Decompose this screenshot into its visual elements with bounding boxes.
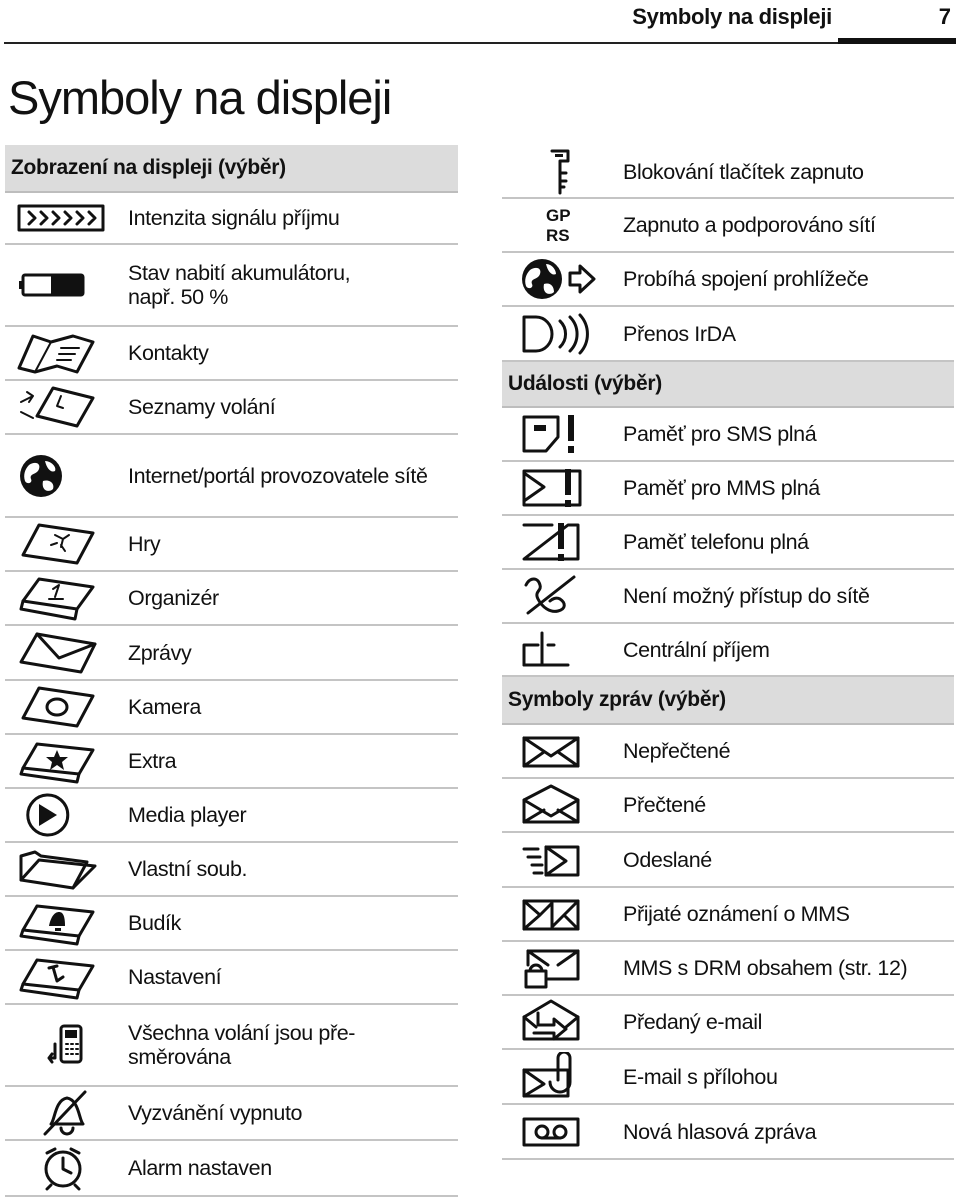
display-symbols-table	[5, 145, 458, 1197]
row-label: Odeslané	[623, 847, 712, 872]
svg-text:GP: GP	[546, 206, 571, 225]
table-row	[502, 833, 954, 888]
read-envelope-icon	[502, 782, 618, 828]
sent-envelope-icon	[502, 837, 618, 883]
alarm-clock-icon	[5, 1145, 120, 1191]
table-row	[502, 779, 954, 833]
running-header-title: Symboly na displeji	[632, 4, 832, 29]
settings-icon	[5, 954, 120, 1000]
page-number: 7	[938, 4, 951, 29]
row-label: E-mail s přílohou	[623, 1064, 778, 1089]
row-label: Vyzvánění vypnuto	[128, 1101, 303, 1125]
status-symbols-table	[502, 146, 954, 1160]
row-label: Budík	[128, 911, 181, 935]
table-row	[5, 381, 458, 435]
row-label: Přečtené	[623, 793, 706, 817]
row-label: Paměť pro MMS plná	[623, 476, 820, 500]
contacts-icon	[5, 330, 120, 376]
ringer-off-icon	[5, 1090, 120, 1136]
table-row	[5, 681, 458, 735]
table-row	[502, 199, 954, 253]
table-row	[5, 435, 458, 518]
row-label: Stav nabití akumulátoru, např. 50 %	[128, 261, 351, 309]
table-row	[502, 996, 954, 1050]
page-title: Symboly na displeji	[8, 71, 392, 124]
sms-memory-full-icon	[502, 411, 618, 457]
table-row	[502, 146, 954, 199]
table-row	[502, 942, 954, 996]
keylock-icon	[502, 147, 618, 197]
messages-icon	[5, 630, 120, 676]
table-row	[5, 518, 458, 572]
table-row	[502, 516, 954, 570]
globe-icon	[5, 453, 120, 499]
mms-notification-icon	[502, 891, 618, 937]
browser-connect-icon	[502, 256, 618, 302]
unread-envelope-icon	[502, 728, 618, 774]
table-row	[502, 570, 954, 624]
table-row	[5, 897, 458, 951]
signal-strength-icon	[5, 201, 120, 235]
section-header-display: Zobrazení na displeji (výběr)	[5, 145, 458, 193]
email-attachment-icon	[502, 1052, 618, 1102]
row-label: Probíhá spojení prohlížeče	[623, 267, 869, 291]
table-row	[5, 245, 458, 327]
row-label: Alarm nastaven	[128, 1156, 272, 1180]
forwarded-email-icon	[502, 997, 618, 1047]
row-label: Není možný přístup do sítě	[623, 584, 870, 608]
row-label: Předaný e-mail	[623, 1010, 762, 1034]
organizer-icon	[5, 575, 120, 621]
row-label: Internet/portál provozovatele sítě	[128, 463, 428, 488]
table-row	[502, 307, 954, 362]
table-row	[502, 725, 954, 779]
table-row	[5, 1141, 458, 1197]
row-label: Kontakty	[128, 341, 209, 365]
header-rule	[4, 42, 956, 44]
media-player-icon	[5, 792, 120, 838]
table-row	[502, 462, 954, 516]
camera-icon	[5, 684, 120, 730]
row-label: Přenos IrDA	[623, 321, 736, 346]
section-header-events: Události (výběr)	[502, 362, 954, 408]
extra-icon	[5, 738, 120, 784]
call-lists-icon	[5, 384, 120, 430]
row-label: Paměť pro SMS plná	[623, 422, 817, 446]
row-label: Všechna volání jsou pře-směrována	[128, 1021, 356, 1069]
table-row	[5, 843, 458, 897]
table-row	[502, 1050, 954, 1105]
table-row	[502, 1105, 954, 1160]
row-label: Kamera	[128, 695, 201, 719]
header-rule-accent	[838, 38, 956, 44]
table-row	[5, 193, 458, 245]
table-row	[5, 735, 458, 789]
row-label: Vlastní soub.	[128, 857, 248, 881]
no-network-icon	[502, 573, 618, 619]
folder-icon	[5, 846, 120, 892]
row-label: Centrální příjem	[623, 637, 770, 662]
table-row	[5, 1087, 458, 1141]
table-row	[5, 1005, 458, 1087]
gprs-icon	[502, 205, 618, 245]
section-header-messages: Symboly zpráv (výběr)	[502, 677, 954, 725]
row-label: Hry	[128, 532, 161, 556]
call-divert-icon	[5, 1020, 120, 1070]
row-label: Zapnuto a podporováno sítí	[623, 213, 876, 237]
drm-mms-icon	[502, 943, 618, 993]
row-label: Paměť telefonu plná	[623, 530, 809, 554]
row-label: Media player	[128, 803, 247, 827]
phone-memory-full-icon	[502, 519, 618, 565]
table-row	[502, 253, 954, 307]
table-row	[5, 626, 458, 681]
row-label: MMS s DRM obsahem (str. 12)	[623, 956, 908, 980]
row-label: Blokování tlačítek zapnuto	[623, 159, 864, 184]
table-row	[5, 789, 458, 843]
row-label: Nová hlasová zpráva	[623, 1119, 817, 1144]
table-row	[502, 408, 954, 462]
table-row	[502, 624, 954, 677]
alarm-bell-icon	[5, 900, 120, 946]
table-row	[5, 327, 458, 381]
row-label: Zprávy	[128, 640, 192, 665]
row-label: Organizér	[128, 586, 219, 610]
row-label: Intenzita signálu příjmu	[128, 206, 340, 230]
table-row	[5, 572, 458, 626]
irda-icon	[502, 311, 618, 357]
voicemail-icon	[502, 1109, 618, 1155]
row-label: Nepřečtené	[623, 739, 731, 763]
table-row	[5, 951, 458, 1005]
mms-memory-full-icon	[502, 465, 618, 511]
games-icon	[5, 521, 120, 567]
battery-icon	[5, 270, 120, 300]
row-label: Seznamy volání	[128, 395, 276, 419]
row-label: Přijaté oznámení o MMS	[623, 902, 850, 926]
table-row	[502, 888, 954, 942]
row-label: Nastavení	[128, 965, 222, 989]
svg-text:RS: RS	[546, 226, 570, 245]
row-label: Extra	[128, 749, 177, 773]
central-reception-icon	[502, 627, 618, 673]
